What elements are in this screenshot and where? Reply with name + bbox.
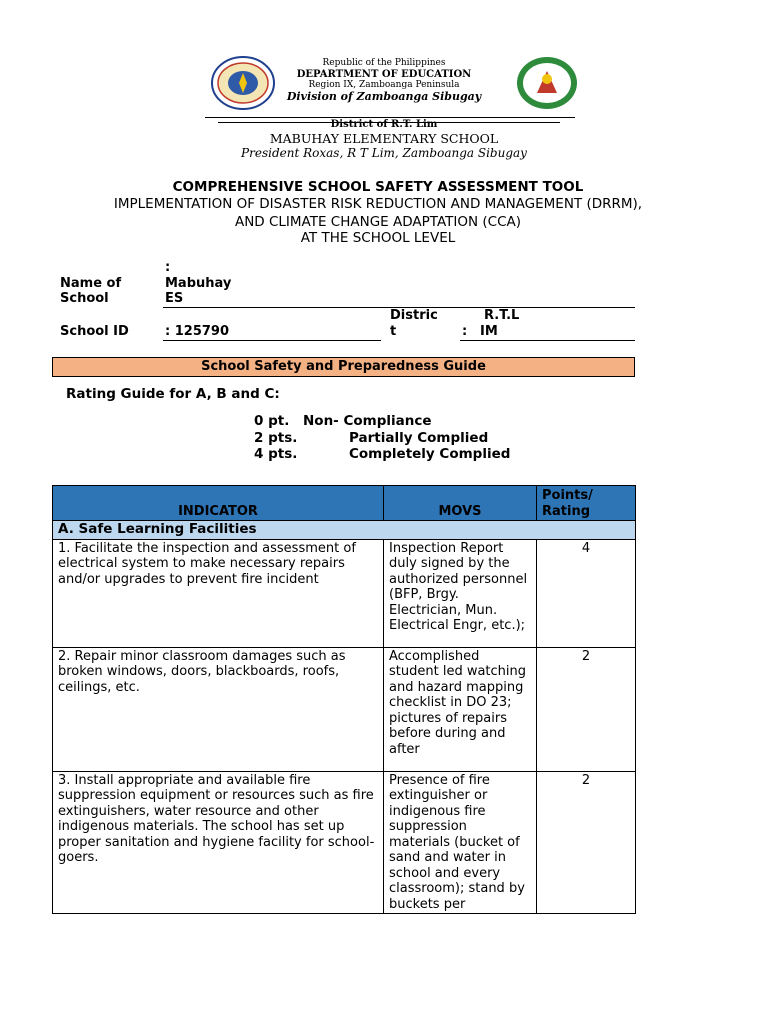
points-header-line-1: Points/: [542, 488, 593, 503]
indicator-header: INDICATOR: [53, 486, 384, 521]
id-underline: [163, 340, 381, 341]
indicator-cell: 1. Facilitate the inspection and assessment of electrical system to make necessary repairs and/or upgrades to prevent fire incident: [53, 539, 384, 647]
points-header: [537, 486, 636, 521]
doc-title: COMPREHENSIVE SCHOOL SAFETY ASSESSMENT TOOL: [172, 179, 584, 195]
letterhead: [270, 58, 498, 102]
name-colon: :: [165, 260, 171, 275]
department-text: DEPARTMENT OF EDUCATION: [296, 69, 472, 80]
doc-subtitle-2: AND CLIMATE CHANGE ADAPTATION (CCA): [234, 214, 522, 230]
letterhead-rule: [205, 117, 575, 118]
district-label-1: Distric: [390, 308, 438, 323]
movs-cell: Accomplished student led watching and hazard mapping checklist in DO 23; pictures of repairs before during and after: [384, 647, 537, 771]
points-cell: 4: [537, 539, 636, 647]
table-header-row: [53, 486, 636, 521]
rating-4-desc: Completely Complied: [349, 446, 511, 462]
school-name: MABUHAY ELEMENTARY SCHOOL: [269, 131, 499, 146]
district-text: District of R.T. Lim: [330, 119, 438, 130]
school-address: President Roxas, R T Lim, Zamboanga Sibugay: [241, 146, 527, 160]
name-label-1: Name of: [60, 276, 122, 291]
district-colon: :: [462, 324, 468, 339]
name-value-1: Mabuhay: [165, 276, 232, 291]
school-id-label: School ID: [60, 324, 129, 339]
deped-seal-icon: [210, 55, 276, 111]
movs-cell: Presence of fire extinguisher or indigenous fire suppression materials (bucket of sand and water in school and every classroom); stand by buckets per: [384, 771, 537, 914]
name-label-2: School: [60, 291, 109, 306]
school-id-value: : 125790: [165, 324, 229, 339]
points-cell: 2: [537, 647, 636, 771]
assessment-table: [52, 485, 636, 914]
doc-subtitle-3: AT THE SCHOOL LEVEL: [300, 230, 456, 246]
points-cell: 2: [537, 771, 636, 914]
district-underline: [460, 340, 635, 341]
rating-0-pts: 0 pt.: [254, 413, 290, 429]
division-text: Division of Zamboanga Sibugay: [286, 90, 482, 103]
rating-2-desc: Partially Complied: [349, 430, 489, 446]
district-label-2: t: [390, 324, 397, 339]
indicator-cell: 3. Install appropriate and available fire suppression equipment or resources such as fire extinguishers, water resource and other indigenous materials. The school has set up proper sanitation and hygiene facility for school-goers.: [53, 771, 384, 914]
region-text: Region IX, Zamboanga Peninsula: [308, 80, 460, 90]
movs-header: MOVS: [384, 486, 537, 521]
district-value-1: R.T.L: [484, 308, 520, 323]
rating-4-pts: 4 pts.: [254, 446, 298, 462]
name-value-2: ES: [165, 291, 184, 306]
rating-guide-heading: Rating Guide for A, B and C:: [66, 386, 280, 402]
division-seal-icon: [515, 55, 579, 111]
guide-bar: School Safety and Preparedness Guide: [52, 357, 635, 377]
section-row: [53, 521, 636, 540]
table-row: [53, 771, 636, 914]
movs-cell: Inspection Report duly signed by the authorized personnel (BFP, Brgy. Electrician, Mun. Electrical Engr, etc.);: [384, 539, 537, 647]
district-value-2: IM: [480, 324, 498, 339]
table-row: [53, 647, 636, 771]
points-header-line-2: Rating: [542, 503, 591, 519]
republic-text: Republic of the Philippines: [322, 58, 446, 68]
doc-subtitle-1: IMPLEMENTATION OF DISASTER RISK REDUCTION AND MANAGEMENT (DRRM),: [113, 196, 643, 212]
rating-0-desc: Non- Compliance: [303, 413, 432, 429]
table-row: [53, 539, 636, 647]
indicator-cell: 2. Repair minor classroom damages such as broken windows, doors, blackboards, roofs, ceilings, etc.: [53, 647, 384, 771]
rating-2-pts: 2 pts.: [254, 430, 298, 446]
section-title: A. Safe Learning Facilities: [53, 521, 636, 540]
